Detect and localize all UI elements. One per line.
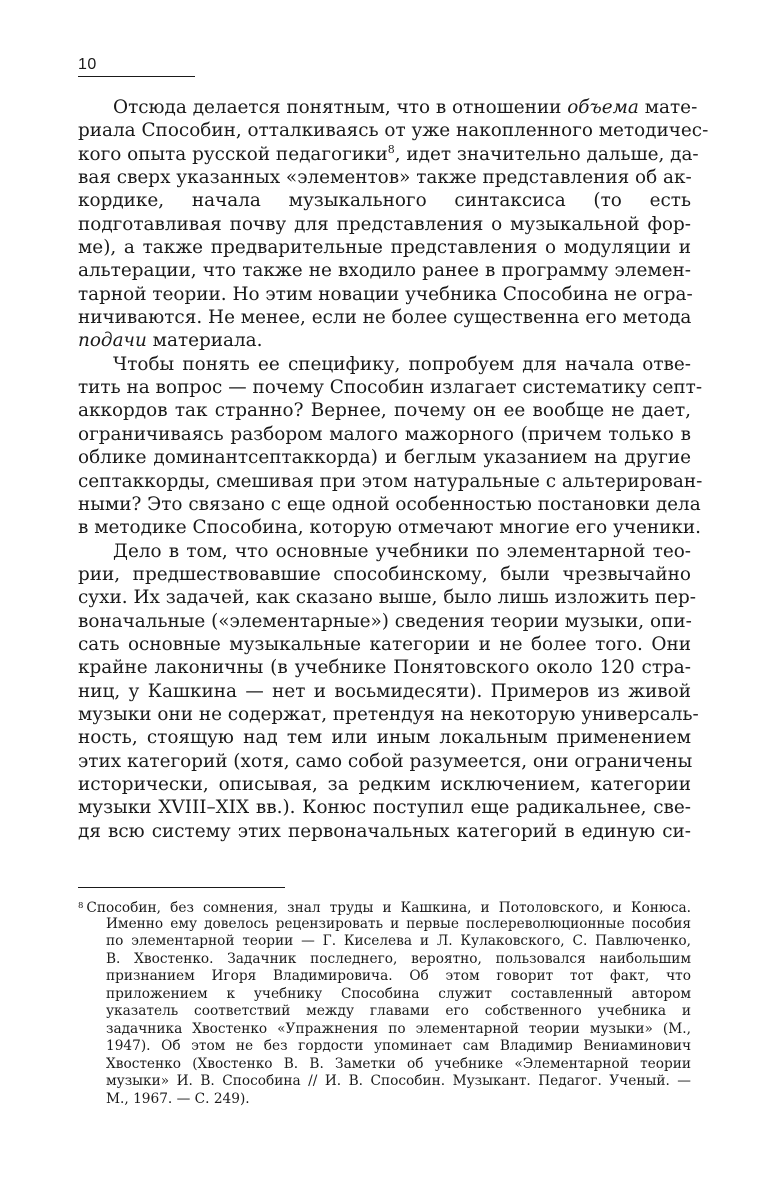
text-run: ничиваются. Не менее, если не более существенна его метода: [78, 307, 692, 329]
text-line: [78, 750, 691, 773]
text-line: [78, 306, 691, 329]
text-line: [78, 283, 691, 306]
text-run: ограничиваясь разбором малого мажорного (причем только в: [78, 423, 691, 445]
footnote-reference: 8: [387, 142, 395, 156]
text-line: [78, 493, 701, 516]
text-run: облике доминантсептаккорда) и беглым указанием на другие: [78, 447, 691, 469]
text-line: [78, 633, 691, 656]
text-line: [78, 376, 703, 399]
footnote-text: приложением к учебнику Способина служит составленный автором: [106, 985, 691, 1002]
text-line: [78, 680, 691, 703]
footnote-text: музыки» И. В. Способина // И. В. Способин. Музыкант. Педагог. Ученый. —: [106, 1073, 691, 1089]
text-run: Дело в том, что основные учебники по элементарной тео-: [113, 540, 691, 562]
text-line: [78, 796, 691, 819]
footnote-line: [78, 986, 691, 1004]
footnote-text: задачника Хвостенко «Упражнения по элементарной теории музыки» (М.,: [106, 1020, 691, 1037]
footnote-text: по элементарной теории — Г. Киселева и Л. Кулаковского, С. Павлюченко,: [106, 933, 691, 949]
text-run: ность, стоящую над тем или иным локальным применением: [78, 727, 691, 749]
text-run: ниц, у Кашкина — нет и восьмидесяти). Примеров из живой: [78, 680, 691, 702]
text-run: подготавливая почву для представления о музыкальной фор-: [78, 213, 691, 235]
text-run: аккордов так странно? Вернее, почему он ее вообще не дает,: [78, 400, 691, 422]
text-run: рии, предшествовавшие способинскому, были чрезвычайно: [78, 563, 691, 585]
footnote-text: М., 1967. — С. 249).: [106, 1090, 250, 1107]
text-run: этих категорий (хотя, само собой разумеется, они ограничены: [78, 750, 693, 772]
text-line: [78, 119, 709, 142]
text-line: [78, 586, 696, 609]
main-text: [78, 96, 709, 843]
text-run: вая сверх указанных «элементов» также представления об ак-: [78, 167, 692, 189]
text-line: [78, 703, 699, 726]
text-run: риала Способин, отталкиваясь от уже накопленного методичес-: [78, 120, 709, 142]
text-run: исторически, описывая, за редким исключением, категории: [78, 773, 691, 795]
footnote-text: указатель соответствий между главами его собственного учебника и: [106, 1003, 691, 1019]
page-number: 10: [78, 56, 97, 73]
text-run: Отсюда делается понятным, что в отношении: [113, 97, 568, 118]
text-line: [78, 96, 698, 119]
text-run: музыки они не содержат, претендуя на некоторую универсаль-: [78, 703, 699, 725]
text-line: [78, 820, 691, 843]
text-line: [78, 399, 691, 422]
text-run: кого опыта русской педагогики: [78, 143, 388, 165]
footnote-line: [78, 1091, 691, 1109]
text-run: Чтобы понять ее специфику, попробуем для начала отве-: [113, 353, 691, 375]
header-rule: [78, 76, 195, 77]
text-run: ными? Это связано с еще одной особенностью постановки дела: [78, 493, 701, 515]
text-line: [78, 610, 691, 633]
text-line: [78, 516, 701, 539]
footnote-line: [78, 1003, 691, 1021]
footnote-text: Способин, без сомнения, знал труды и Кашкина, и Потоловского, и Конюса.: [86, 900, 691, 916]
text-line: [78, 236, 691, 259]
footnote-line: [78, 1038, 691, 1056]
text-line: [78, 446, 691, 469]
footnote: [78, 898, 691, 1108]
text-run: , идет значительно дальше, да-: [394, 143, 699, 165]
text-line: [78, 423, 691, 446]
footnote-text: Именно ему довелось рецензировать и первые послереволюционные пособия: [106, 915, 691, 932]
text-line: [78, 213, 691, 236]
footnote-line: [78, 1073, 691, 1091]
text-run: воначальные («элементарные») сведения теории музыки, опи-: [78, 610, 692, 632]
text-run: мате-: [638, 97, 698, 118]
footnote-line: [78, 898, 691, 916]
text-line: [78, 189, 691, 212]
footnote-separator: [78, 887, 285, 888]
text-run: кордике, начала музыкального синтаксиса (то есть: [78, 190, 691, 212]
emphasis-text: подачи: [78, 330, 147, 352]
text-line: [78, 540, 691, 563]
text-line: [78, 329, 691, 352]
text-line: [78, 656, 691, 679]
text-run: сать основные музыкальные категории и не более того. Они: [78, 633, 691, 655]
text-line: [78, 166, 691, 189]
text-run: тить на вопрос — почему Способин излагает систематику септ-: [78, 377, 703, 399]
footnote-line: [78, 933, 691, 951]
emphasis-text: объема: [567, 97, 639, 118]
text-line: [78, 259, 691, 282]
footnote-text: Хвостенко (Хвостенко В. В. Заметки об учебнике «Элементарной теории: [106, 1055, 691, 1072]
text-run: крайне лаконичны (в учебнике Понятовского около 120 стра-: [78, 657, 691, 679]
text-run: музыки XVIII–XIX вв.). Конюс поступил еще радикальнее, све-: [78, 797, 691, 819]
text-run: дя всю систему этих первоначальных категорий в единую си-: [78, 820, 691, 842]
text-line: [78, 563, 691, 586]
text-run: тарной теории. Но этим новации учебника Способина не огра-: [78, 283, 693, 305]
text-run: в методике Способина, которую отмечают многие его ученики.: [78, 517, 701, 539]
text-run: материала.: [146, 330, 263, 352]
footnote-line: [78, 1021, 691, 1039]
text-run: сухи. Их задачей, как сказано выше, было лишь изложить пер-: [78, 587, 696, 609]
text-line: [78, 470, 703, 493]
footnote-text: признанием Игоря Владимировича. Об этом говорит тот факт, что: [106, 968, 691, 984]
text-run: альтерации, что также не входило ранее в программу элемен-: [78, 260, 691, 282]
text-line: [78, 142, 699, 166]
footnote-marker: 8: [78, 901, 84, 911]
footnote-text: В. Хвостенко. Задачник последнего, вероятно, пользовался наибольшим: [106, 950, 691, 967]
text-line: [78, 353, 691, 376]
text-run: ме), а также предварительные представления о модуляции и: [78, 237, 691, 259]
footnote-line: [78, 951, 691, 969]
footnote-text: 1947). Об этом не без гордости упоминает сам Владимир Вениаминович: [106, 1038, 691, 1054]
text-run: септаккорды, смешивая при этом натуральные с альтерирован-: [78, 470, 703, 492]
text-line: [78, 773, 691, 796]
footnote-line: [78, 968, 691, 986]
footnote-line: [78, 916, 691, 934]
footnote-line: [78, 1056, 691, 1074]
text-line: [78, 726, 691, 749]
